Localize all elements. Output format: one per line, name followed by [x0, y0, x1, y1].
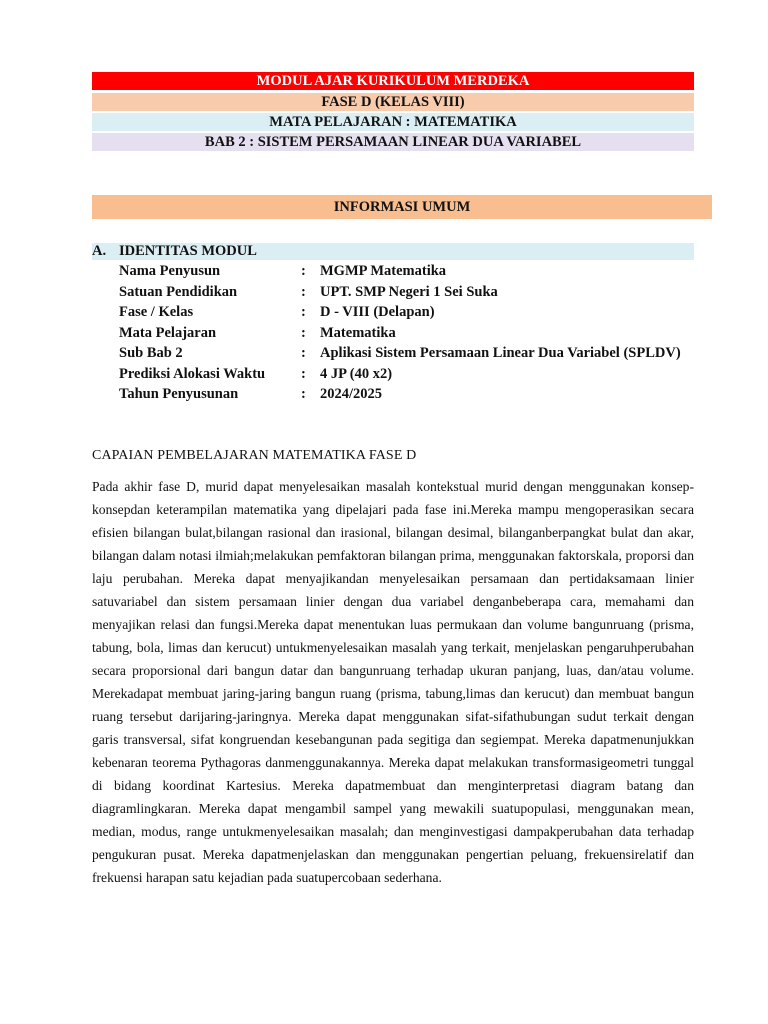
section-a-letter: A. [92, 243, 107, 259]
section-a-title: IDENTITAS MODUL [119, 243, 257, 259]
identity-row [119, 263, 695, 280]
identity-separator: : [301, 345, 306, 361]
capaian-paragraph: Pada akhir fase D, murid dapat menyelesaikan masalah kontekstual murid dengan menggunakan konsep-konsepdan keterampilan matematika yang dipelajari pada fase ini.Mereka mampu mengoperasikan secara efisien bilangan bulat,bilangan rasional dan irasional, bilangan desimal, bilanganberpangkat bulat dan akar, bilangan dalam notasi ilmiah;melakukan pemfaktoran bilangan prima, menggunakan faktorskala, proporsi dan laju perubahan. Mereka dapat menyajikandan menyelesaikan persamaan dan pertidaksamaan linier satuvariabel dan sistem persamaan linier dengan dua variabel denganbeberapa cara, memahami dan menyajikan relasi dan fungsi.Mereka dapat menentukan luas permukaan dan volume bangunruang (prisma, tabung, bola, limas dan kerucut) untukmenyelesaikan masalah yang terkait, menjelaskan pengaruhperubahan secara proporsional dari bangun datar dan bangunruang terhadap ukuran panjang, luas, dan/atau volume. Merekadapat membuat jaring-jaring bangun ruang (prisma, tabung,limas dan kerucut) dan membuat bangun ruang tersebut darijaring-jaringnya. Mereka dapat menggunakan sifat-sifathubungan sudut terkait dengan garis transversal, sifat kongruendan kesebangunan pada segitiga dan segiempat. Mereka dapatmenunjukkan kebenaran teorema Pythagoras danmenggunakannya. Mereka dapat melakukan transformasigeometri tunggal di bidang koordinat Kartesius. Mereka dapatmembuat dan menginterpretasi diagram batang dan diagramlingkaran. Mereka dapat mengambil sampel yang mewakili suatupopulasi, menggunakan mean, median, modus, range untukmenyelesaikan masalah; dan menginvestigasi dampakperubahan data terhadap pengukuran pusat. Mereka dapatmenjelaskan dan menggunakan pengertian peluang, frekuensirelatif dan frekuensi harapan satu kejadian pada suatupercobaan sederhana. [92, 479, 694, 885]
identity-key: Prediksi Alokasi Waktu [119, 365, 266, 382]
identity-separator: : [301, 386, 306, 402]
chapter-band: BAB 2 : SISTEM PERSAMAAN LINEAR DUA VARIABEL [92, 133, 694, 151]
identity-row [119, 284, 695, 301]
identity-row [119, 325, 695, 342]
identity-value: UPT. SMP Negeri 1 Sei Suka [320, 283, 498, 300]
identity-separator: : [301, 324, 306, 341]
identity-value: 2024/2025 [320, 386, 383, 402]
identity-key: Mata Pelajaran [119, 324, 217, 341]
identity-row [119, 366, 695, 383]
subject-band: MATA PELAJARAN : MATEMATIKA [92, 113, 694, 131]
identity-separator: : [301, 283, 306, 300]
module-title-band: MODUL AJAR KURIKULUM MERDEKA [92, 72, 694, 90]
identity-value: D - VIII (Delapan) [320, 304, 435, 320]
identity-key: Sub Bab 2 [119, 345, 183, 361]
identity-separator: : [301, 304, 306, 320]
identity-table [119, 263, 695, 407]
identity-key: Tahun Penyusunan [119, 386, 239, 402]
identity-value: MGMP Matematika [320, 263, 447, 279]
identity-key: Fase / Kelas [119, 304, 194, 320]
identity-row [119, 345, 695, 362]
section-a-heading [92, 243, 694, 260]
identity-row [119, 386, 695, 403]
identity-value: 4 JP (40 x2) [320, 365, 393, 382]
identity-separator: : [301, 263, 306, 279]
identity-value: Matematika [320, 324, 396, 341]
info-umum-heading: INFORMASI UMUM [92, 195, 712, 219]
identity-separator: : [301, 365, 306, 382]
phase-band: FASE D (KELAS VIII) [92, 93, 694, 111]
identity-key: Nama Penyusun [119, 263, 221, 279]
identity-row [119, 304, 695, 321]
capaian-heading: CAPAIAN PEMBELAJARAN MATEMATIKA FASE D [92, 448, 417, 463]
identity-key: Satuan Pendidikan [119, 283, 238, 300]
identity-value: Aplikasi Sistem Persamaan Linear Dua Variabel (SPLDV) [320, 345, 681, 361]
